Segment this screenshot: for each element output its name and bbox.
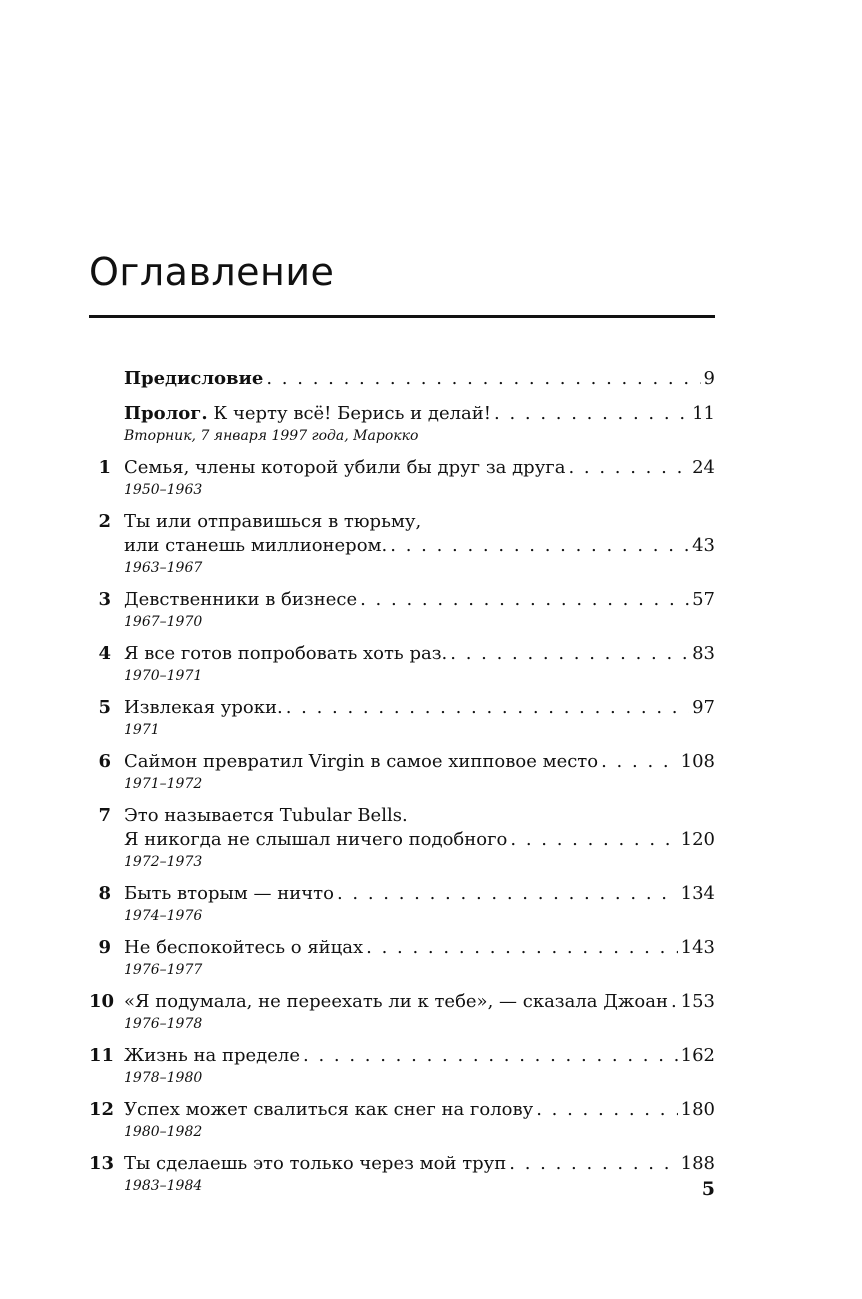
chapter-subtitle: 1974–1976 xyxy=(124,908,203,924)
chapter-subtitle: 1971–1972 xyxy=(124,776,203,792)
heading-rule xyxy=(89,315,715,318)
chapter-subtitle: 1963–1967 xyxy=(124,560,203,576)
chapter-title: Не беспокойтесь о яйцах xyxy=(124,937,364,958)
chapter-subtitle: 1971 xyxy=(124,722,160,738)
chapter-subtitle: 1980–1982 xyxy=(124,1124,203,1140)
dot-leader xyxy=(337,882,678,906)
dot-leader xyxy=(286,696,689,720)
chapter-number: 5 xyxy=(98,697,111,718)
chapter-number: 11 xyxy=(89,1045,115,1066)
toc-entry[interactable] xyxy=(89,367,715,391)
chapter-page: 188 xyxy=(680,1153,715,1174)
toc-entry[interactable] xyxy=(89,456,715,499)
chapter-number: 7 xyxy=(98,805,111,826)
chapter-page: 120 xyxy=(680,829,715,850)
chapter-subtitle: 1967–1970 xyxy=(124,614,203,630)
chapter-page: 134 xyxy=(680,883,715,904)
chapter-page: 143 xyxy=(680,937,715,958)
chapter-title: Успех может свалиться как снег на голову xyxy=(124,1099,534,1120)
chapter-title: Ты сделаешь это только через мой труп xyxy=(124,1153,507,1174)
chapter-number: 2 xyxy=(98,511,111,532)
chapter-page: 9 xyxy=(703,368,715,389)
chapter-title: или станешь миллионером. xyxy=(124,535,388,556)
dot-leader xyxy=(601,750,678,774)
chapter-page: 83 xyxy=(692,643,715,664)
dot-leader xyxy=(510,828,677,852)
chapter-page: 162 xyxy=(680,1045,715,1066)
chapter-title: «Я подумала, не переехать ли к тебе», — сказала Джоан xyxy=(124,991,668,1012)
dot-leader xyxy=(303,1044,678,1068)
dot-leader xyxy=(450,642,689,666)
chapter-subtitle: 1970–1971 xyxy=(124,668,203,684)
chapter-title: Я все готов попробовать хоть раз. xyxy=(124,643,448,664)
toc-heading: Оглавление xyxy=(89,250,335,294)
chapter-page: 11 xyxy=(692,403,715,424)
toc-entry[interactable] xyxy=(89,642,715,685)
chapter-page: 57 xyxy=(692,589,715,610)
chapter-title-bold: Пролог. xyxy=(124,403,208,424)
dot-leader xyxy=(494,402,689,426)
toc-entry[interactable] xyxy=(89,1044,715,1087)
chapter-subtitle: Вторник, 7 января 1997 года, Марокко xyxy=(124,428,419,444)
chapter-subtitle: 1972–1973 xyxy=(124,854,203,870)
chapter-title: Семья, члены которой убили бы друг за друга xyxy=(124,457,566,478)
toc-entry[interactable] xyxy=(89,936,715,979)
dot-leader xyxy=(568,456,689,480)
chapter-number: 10 xyxy=(89,991,115,1012)
chapter-title xyxy=(124,367,263,391)
chapter-page: 24 xyxy=(692,457,715,478)
dot-leader xyxy=(390,534,689,558)
chapter-number: 3 xyxy=(98,589,111,610)
toc-entry[interactable] xyxy=(89,1152,715,1195)
dot-leader xyxy=(366,936,677,960)
toc-entry[interactable] xyxy=(89,696,715,739)
dot-leader xyxy=(536,1098,677,1122)
toc-entry[interactable] xyxy=(89,402,715,445)
chapter-subtitle: 1976–1977 xyxy=(124,962,203,978)
toc-entry[interactable] xyxy=(89,1098,715,1141)
chapter-number: 4 xyxy=(98,643,111,664)
chapter-title: Саймон превратил Virgin в самое хипповое место xyxy=(124,751,599,772)
chapter-page: 180 xyxy=(680,1099,715,1120)
chapter-number: 9 xyxy=(98,937,111,958)
chapter-title: Девственники в бизнесе xyxy=(124,589,358,610)
chapter-title: Ты или отправишься в тюрьму, xyxy=(124,511,422,532)
chapter-page: 108 xyxy=(680,751,715,772)
chapter-number: 1 xyxy=(98,457,111,478)
chapter-page: 153 xyxy=(680,991,715,1012)
dot-leader xyxy=(360,588,689,612)
chapter-page: 43 xyxy=(692,535,715,556)
chapter-title: Извлекая уроки. xyxy=(124,697,283,718)
chapter-subtitle: 1976–1978 xyxy=(124,1016,203,1032)
toc-entry[interactable] xyxy=(89,990,715,1033)
toc-entry[interactable] xyxy=(89,882,715,925)
chapter-number: 13 xyxy=(89,1153,115,1174)
toc-entry[interactable] xyxy=(89,510,715,577)
page-number: 5 xyxy=(701,1178,715,1200)
table-of-contents xyxy=(89,367,715,1206)
chapter-subtitle: 1978–1980 xyxy=(124,1070,203,1086)
dot-leader xyxy=(671,990,678,1014)
chapter-title: Это называется Tubular Bells. xyxy=(124,805,408,826)
toc-entry[interactable] xyxy=(89,750,715,793)
chapter-title-bold: Предисловие xyxy=(124,368,264,389)
chapter-title: Жизнь на пределе xyxy=(124,1045,301,1066)
chapter-title: Пролог. К черту всё! Берись и делай! xyxy=(124,403,491,424)
chapter-number: 8 xyxy=(98,883,111,904)
dot-leader xyxy=(509,1152,677,1176)
chapter-number: 12 xyxy=(89,1099,115,1120)
chapter-number: 6 xyxy=(98,751,111,772)
dot-leader xyxy=(266,367,700,391)
chapter-subtitle: 1983–1984 xyxy=(124,1178,203,1194)
chapter-subtitle: 1950–1963 xyxy=(124,482,203,498)
chapter-title: Я никогда не слышал ничего подобного xyxy=(124,829,508,850)
toc-entry[interactable] xyxy=(89,588,715,631)
toc-entry[interactable] xyxy=(89,804,715,871)
chapter-title: Быть вторым — ничто xyxy=(124,883,334,904)
chapter-page: 97 xyxy=(692,697,715,718)
